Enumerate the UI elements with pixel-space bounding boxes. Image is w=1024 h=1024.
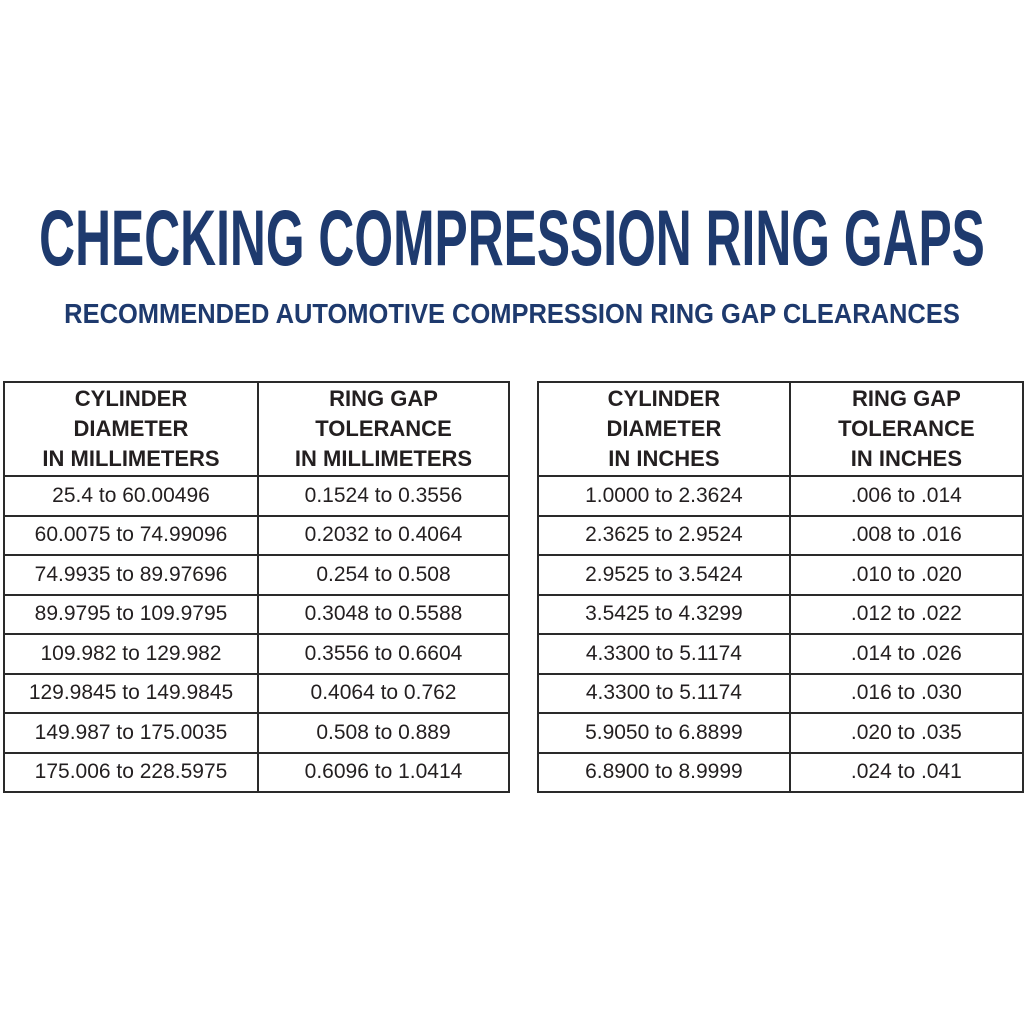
tolerance-cell: .014 to .026 [790, 634, 1023, 674]
page-title-text: CHECKING COMPRESSION RING GAPS [39, 193, 985, 282]
header-line: TOLERANCE [315, 416, 452, 441]
page-subtitle [0, 300, 1024, 334]
header-line: RING GAP [852, 386, 961, 411]
page-subtitle-text: RECOMMENDED AUTOMOTIVE COMPRESSION RING GAP CLEARANCES [64, 298, 960, 329]
diameter-cell: 1.0000 to 2.3624 [538, 476, 790, 516]
header-line: IN MILLIMETERS [42, 446, 220, 471]
inch-table [537, 381, 1024, 793]
header-line: IN INCHES [850, 446, 963, 471]
header-line: IN MILLIMETERS [294, 446, 473, 471]
tolerance-cell: 0.3556 to 0.6604 [258, 634, 509, 674]
header-line: DIAMETER [73, 416, 189, 441]
diameter-cell: 5.9050 to 6.8899 [538, 713, 790, 753]
tolerance-cell: .006 to .014 [790, 476, 1023, 516]
diameter-cell: 25.4 to 60.00496 [4, 476, 258, 516]
page-title [0, 193, 1024, 282]
table-row [538, 674, 1023, 714]
header-line: CYLINDER [607, 386, 721, 411]
metric-diameter-header [4, 382, 258, 476]
table-row [4, 595, 509, 635]
diameter-cell: 129.9845 to 149.9845 [4, 674, 258, 714]
header-line: TOLERANCE [838, 416, 975, 441]
tolerance-cell: .016 to .030 [790, 674, 1023, 714]
tolerance-cell: .008 to .016 [790, 516, 1023, 556]
inch-diameter-header [538, 382, 790, 476]
table-row [538, 516, 1023, 556]
table-row [4, 634, 509, 674]
diameter-cell: 175.006 to 228.5975 [4, 753, 258, 793]
header-line: DIAMETER [606, 416, 722, 441]
diameter-cell: 109.982 to 129.982 [4, 634, 258, 674]
table-row [538, 713, 1023, 753]
table-row [4, 674, 509, 714]
header-line: IN INCHES [608, 446, 720, 471]
table-row [4, 555, 509, 595]
inch-tolerance-header [790, 382, 1023, 476]
tolerance-cell: 0.3048 to 0.5588 [258, 595, 509, 635]
table-row [4, 516, 509, 556]
table-row [538, 634, 1023, 674]
table-row [4, 476, 509, 516]
tolerance-cell: 0.1524 to 0.3556 [258, 476, 509, 516]
diameter-cell: 4.3300 to 5.1174 [538, 634, 790, 674]
header-line: CYLINDER [74, 386, 188, 411]
table-row [4, 713, 509, 753]
inch-table-header [538, 382, 1023, 476]
diameter-cell: 4.3300 to 5.1174 [538, 674, 790, 714]
tolerance-cell: 0.2032 to 0.4064 [258, 516, 509, 556]
diameter-cell: 6.8900 to 8.9999 [538, 753, 790, 793]
tolerance-cell: 0.254 to 0.508 [258, 555, 509, 595]
diameter-cell: 3.5425 to 4.3299 [538, 595, 790, 635]
table-row [538, 595, 1023, 635]
diameter-cell: 149.987 to 175.0035 [4, 713, 258, 753]
table-row [538, 555, 1023, 595]
tolerance-cell: .020 to .035 [790, 713, 1023, 753]
header-line: RING GAP [329, 386, 438, 411]
diameter-cell: 89.9795 to 109.9795 [4, 595, 258, 635]
diameter-cell: 2.3625 to 2.9524 [538, 516, 790, 556]
metric-table [3, 381, 510, 793]
diameter-cell: 60.0075 to 74.99096 [4, 516, 258, 556]
diameter-cell: 74.9935 to 89.97696 [4, 555, 258, 595]
tolerance-cell: 0.6096 to 1.0414 [258, 753, 509, 793]
metric-table-header [4, 382, 509, 476]
tolerance-cell: .012 to .022 [790, 595, 1023, 635]
tolerance-cell: .010 to .020 [790, 555, 1023, 595]
diameter-cell: 2.9525 to 3.5424 [538, 555, 790, 595]
metric-tolerance-header [258, 382, 509, 476]
tolerance-cell: 0.4064 to 0.762 [258, 674, 509, 714]
table-row [538, 476, 1023, 516]
tolerance-cell: .024 to .041 [790, 753, 1023, 793]
tolerance-cell: 0.508 to 0.889 [258, 713, 509, 753]
table-row [538, 753, 1023, 793]
table-row [4, 753, 509, 793]
